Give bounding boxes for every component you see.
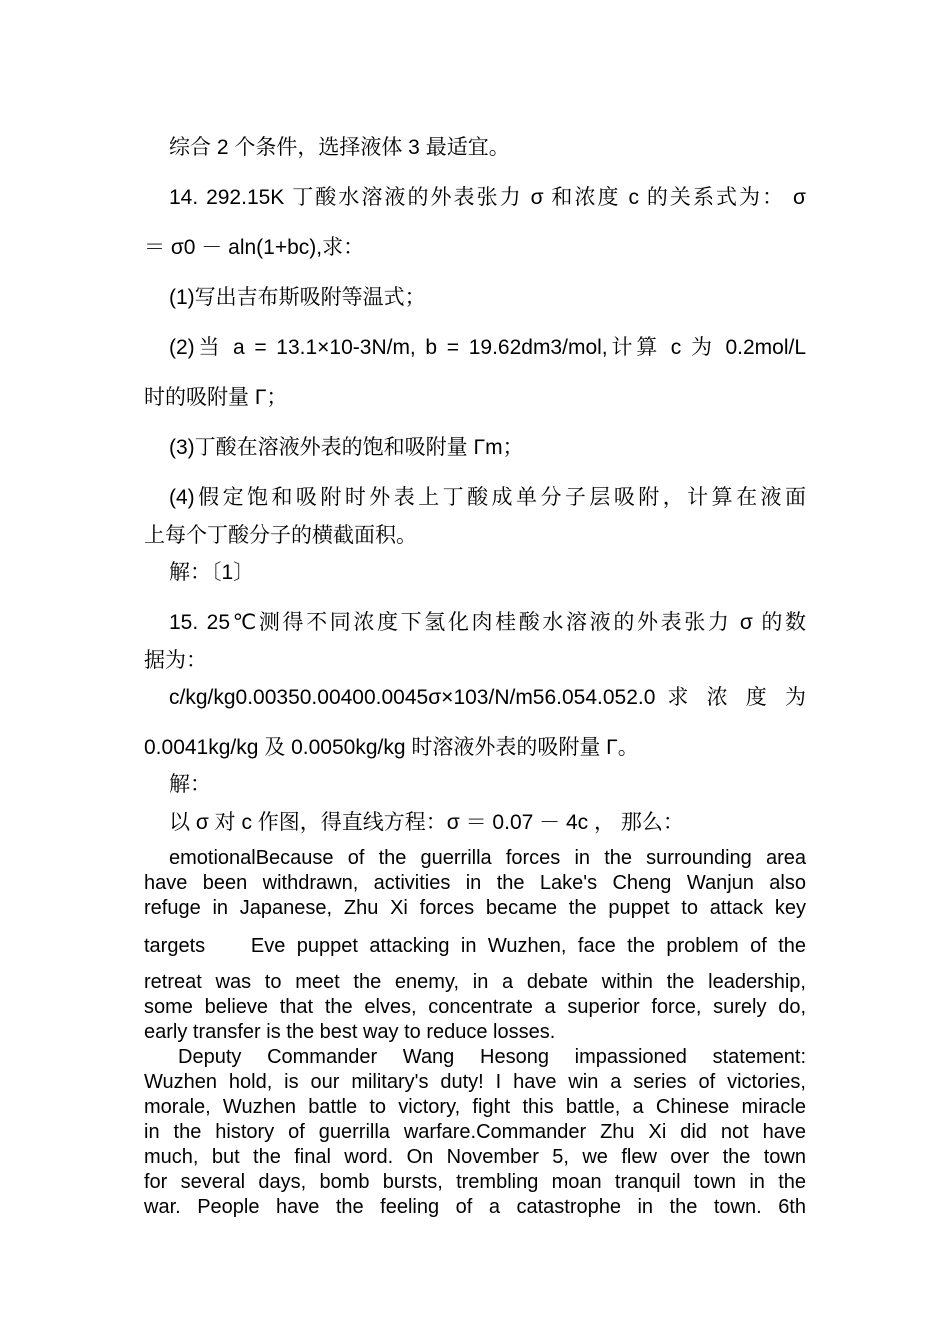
text-line: 时的吸附量 Γ； [144,386,288,409]
text-line: some believe that the elves, concentrate a superior force, surely do, [144,996,806,1018]
text-line: 上每个丁酸分子的横截面积。 [144,524,417,547]
text-line: 14. 292.15K 丁酸水溶液的外表张力 σ 和浓度 c 的关系式为： σ [169,186,806,209]
text-line: 综合 2 个条件，选择液体 3 最适宜。 [169,136,510,159]
text-line: much, but the final word. On November 5, we flew over the town [144,1146,806,1168]
text-line: Deputy Commander Wang Hesong impassioned statement: [178,1046,806,1068]
text-line: ＝ σ0 － aln(1+bc),求： [144,236,365,259]
text-line: 据为： [144,649,207,672]
text-line: emotionalBecause of the guerrilla forces in the surrounding area [169,847,806,869]
text-line: retreat was to meet the enemy, in a debate within the leadership, [144,971,806,993]
text-line: 0.0041kg/kg 及 0.0050kg/kg 时溶液外表的吸附量 Γ。 [144,736,639,759]
text-line: war. People have the feeling of a catastrophe in the town. 6th [144,1196,806,1218]
text-line: c/kg/kg0.00350.00400.0045σ×103/N/m56.054.052.0 求 浓 度 为 [169,686,806,709]
text-line: Wuzhen hold, is our military's duty! I have win a series of victories, [144,1071,806,1093]
text-line: for several days, bomb bursts, trembling moan tranquil town in the [144,1171,806,1193]
text-line: 解： [169,773,211,796]
text-line: refuge in Japanese, Zhu Xi forces became the puppet to attack key [144,897,806,919]
text-line: 以 σ 对 c 作图，得直线方程：σ ＝ 0.07 － 4c ， 那么： [169,811,684,834]
text-line: (1)写出吉布斯吸附等温式； [169,286,426,309]
text-line: morale, Wuzhen battle to victory, fight this battle, a Chinese miracle [144,1096,806,1118]
text-line: (3)丁酸在溶液外表的饱和吸附量 Γm； [169,436,524,459]
text-line: in the history of guerrilla warfare.Commander Zhu Xi did not have [144,1121,806,1143]
text-line: early transfer is the best way to reduce losses. [144,1021,556,1043]
text-line: (2)当 a = 13.1×10-3N/m, b = 19.62dm3/mol,计算 c 为 0.2mol/L [169,336,806,359]
text-line: targets Eve puppet attacking in Wuzhen, face the problem of the [144,935,806,957]
text-line: have been withdrawn, activities in the Lake's Cheng Wanjun also [144,872,806,894]
text-line: (4)假定饱和吸附时外表上丁酸成单分子层吸附，计算在液面 [169,486,806,509]
text-line: 15. 25℃测得不同浓度下氢化肉桂酸水溶液的外表张力 σ 的数 [169,611,806,634]
text-line: 解：〔1〕 [169,561,255,584]
